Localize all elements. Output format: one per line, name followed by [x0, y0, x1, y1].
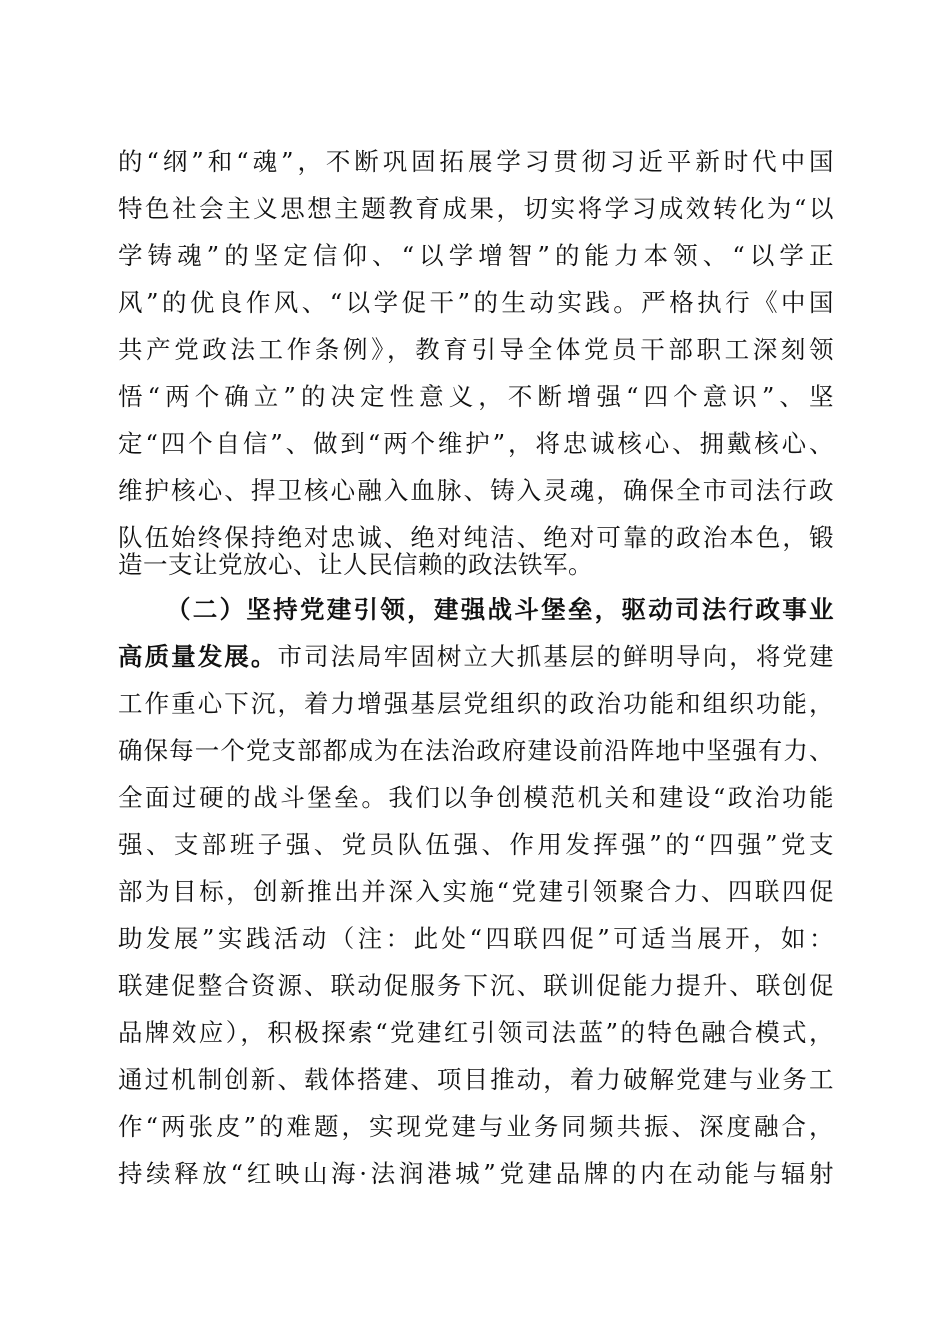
paragraph-1-line-5: 共产党政法工作条例》，教育引导全体党员干部职工深刻领 [118, 335, 834, 364]
paragraph-2-line-3: 确保每一个党支部都成为在法治政府建设前沿阵地中坚强有力、 [118, 736, 834, 765]
paragraph-1-line-3: 学铸魂”的坚定信仰、“以学增智”的能力本领、“以学正 [118, 241, 834, 270]
paragraph-1-line-1: 的“纲”和“魂”，不断巩固拓展学习贯彻习近平新时代中国 [118, 147, 834, 176]
paragraph-1-line-9: 队伍始终保持绝对忠诚、绝对纯洁、绝对可靠的政治本色，锻 [118, 523, 834, 552]
paragraph-1-line-6: 悟“两个确立”的决定性意义，不断增强“四个意识”、坚 [118, 382, 834, 411]
paragraph-2-line-10: 通过机制创新、载体搭建、项目推动，着力破解党建与业务工 [118, 1065, 834, 1094]
paragraph-1-line-4: 风”的优良作风、“以学促干”的生动实践。严格执行《中国 [118, 288, 834, 317]
paragraph-2-line-8: 联建促整合资源、联动促服务下沉、联训促能力提升、联创促 [118, 971, 834, 1000]
paragraph-2-line-6: 部为目标，创新推出并深入实施“党建引领聚合力、四联四促 [118, 877, 834, 906]
paragraph-1-line-2: 特色社会主义思想主题教育成果，切实将学习成效转化为“以 [118, 194, 834, 223]
section-heading-line-1: （二）坚持党建引领，建强战斗堡垒，驱动司法行政事业 [166, 595, 834, 624]
paragraph-2-line-9: 品牌效应），积极探索“党建红引领司法蓝”的特色融合模式， [118, 1018, 834, 1047]
paragraph-2-line-2: 工作重心下沉，着力增强基层党组织的政治功能和组织功能， [118, 689, 834, 718]
paragraph-2-line-4: 全面过硬的战斗堡垒。我们以争创模范机关和建设“政治功能 [118, 783, 834, 812]
paragraph-1-line-7: 定“四个自信”、做到“两个维护”，将忠诚核心、拥戴核心、 [118, 429, 834, 458]
section-heading-line-2 [118, 637, 834, 677]
paragraph-2-line-5: 强、支部班子强、党员队伍强、作用发挥强”的“四强”党支 [118, 830, 834, 859]
paragraph-1-line-8: 维护核心、捍卫核心融入血脉、铸入灵魂，确保全市司法行政 [118, 476, 834, 505]
paragraph-2-line-7: 助发展”实践活动（注：此处“四联四促”可适当展开，如： [118, 924, 834, 953]
paragraph-1-line-10: 造一支让党放心、让人民信赖的政法铁军。 [118, 550, 593, 579]
paragraph-2-line-12: 持续释放“红映山海·法润港城”党建品牌的内在动能与辐射 [118, 1159, 834, 1188]
paragraph-2-line-11: 作“两张皮”的难题，实现党建与业务同频共振、深度融合， [118, 1112, 834, 1141]
paragraph-2-line-1-rest: 市司法局牢固树立大抓基层的鲜明导向，将党建 [277, 642, 835, 671]
section-heading-end: 高质量发展。 [118, 642, 278, 671]
